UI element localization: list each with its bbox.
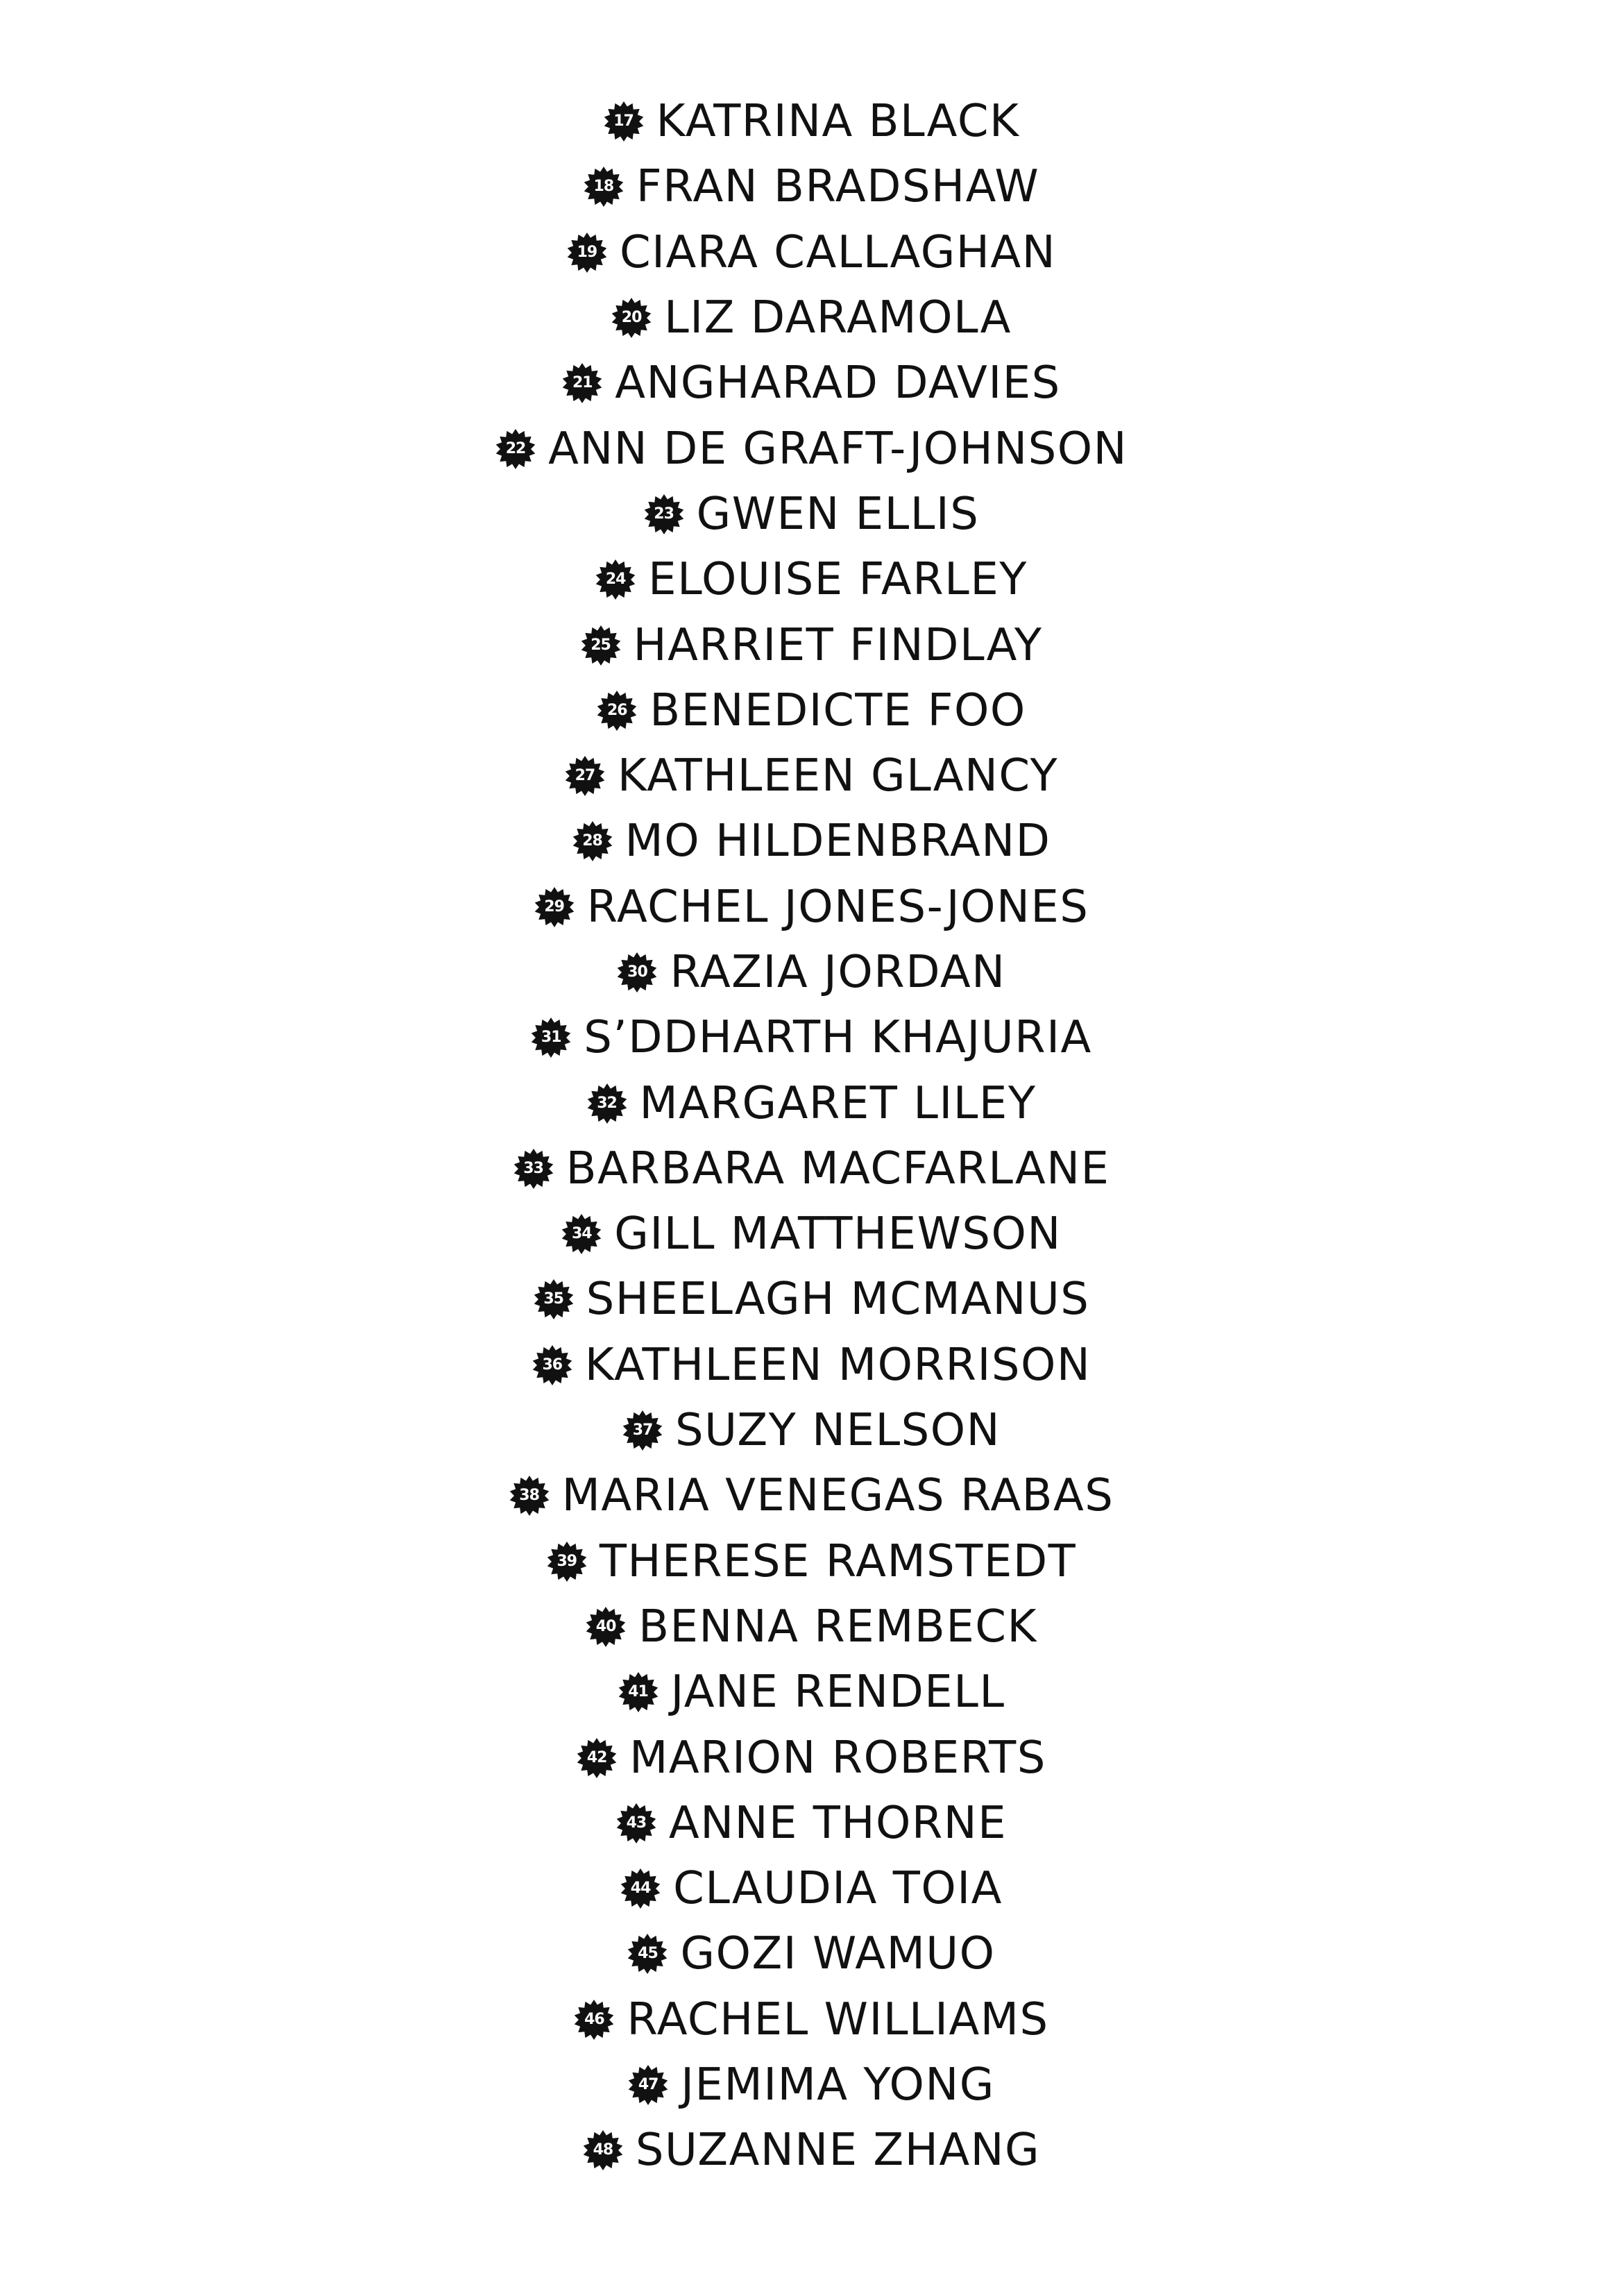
number-badge: [583, 2130, 623, 2170]
badge-number: 46: [584, 2010, 604, 2028]
number-badge: [562, 363, 602, 403]
number-badge: [628, 2065, 668, 2105]
person-name: FRAN BRADSHAW: [636, 161, 1040, 213]
badge-number: 24: [605, 571, 626, 589]
person-name: MO HILDENBRAND: [624, 816, 1051, 868]
number-badge: [584, 167, 624, 207]
list-item-40: [0, 1594, 1623, 1660]
badge-number: 37: [632, 1421, 653, 1440]
list-item-48: [0, 2118, 1623, 2183]
badge-number: 25: [590, 636, 611, 654]
badge-number: 34: [571, 1225, 592, 1243]
badge-number: 17: [613, 112, 634, 130]
person-name: JANE RENDELL: [670, 1666, 1005, 1719]
list-item-46: [0, 1987, 1623, 2052]
badge-number: 18: [593, 178, 614, 196]
person-name: MARGARET LILEY: [639, 1077, 1037, 1129]
number-badge: [618, 1672, 658, 1712]
person-name: MARIA VENEGAS RABAS: [561, 1470, 1114, 1522]
number-badge: [644, 494, 684, 534]
list-item-32: [0, 1070, 1623, 1136]
number-badge: [616, 1803, 656, 1843]
list-item-31: [0, 1005, 1623, 1070]
person-name: BENEDICTE FOO: [649, 684, 1026, 736]
badge-number: 35: [543, 1290, 563, 1308]
list-item-38: [0, 1463, 1623, 1528]
person-name: ANGHARAD DAVIES: [615, 357, 1061, 410]
list-item-45: [0, 1921, 1623, 1986]
badge-number: 26: [606, 701, 627, 719]
person-name: JEMIMA YONG: [681, 2059, 995, 2111]
list-item-34: [0, 1201, 1623, 1267]
person-name: GWEN ELLIS: [696, 488, 980, 540]
badge-number: 20: [621, 309, 642, 327]
list-item-29: [0, 875, 1623, 940]
number-badge: [495, 429, 536, 469]
number-badge: [595, 559, 636, 600]
number-badge: [531, 1018, 571, 1058]
number-badge: [565, 756, 605, 796]
person-name: RACHEL WILLIAMS: [627, 1993, 1049, 2045]
person-name: BARBARA MACFARLANE: [566, 1142, 1110, 1195]
number-badge: [597, 691, 637, 731]
badge-number: 33: [523, 1159, 543, 1177]
badge-number: 44: [630, 1880, 651, 1898]
person-name: SHEELAGH MCMANUS: [586, 1274, 1090, 1326]
person-name: HARRIET FINDLAY: [633, 619, 1043, 671]
list-item-20: [0, 285, 1623, 351]
list-item-18: [0, 154, 1623, 219]
badge-number: 45: [638, 1945, 658, 1963]
badge-number: 27: [575, 767, 595, 785]
person-name: CLAUDIA TOIA: [673, 1863, 1003, 1915]
list-item-19: [0, 220, 1623, 285]
person-name: KATRINA BLACK: [656, 96, 1020, 148]
badge-number: 32: [597, 1094, 617, 1112]
number-badge: [534, 887, 575, 927]
number-badge: [620, 1868, 661, 1909]
list-item-28: [0, 809, 1623, 874]
list-item-43: [0, 1791, 1623, 1856]
number-badge: [581, 625, 621, 666]
person-name: KATHLEEN MORRISON: [584, 1339, 1091, 1391]
number-badge: [604, 101, 644, 142]
badge-number: 41: [628, 1683, 648, 1701]
person-name: GILL MATTHEWSON: [614, 1208, 1062, 1260]
number-badge: [509, 1476, 550, 1516]
person-name: ANNE THORNE: [668, 1797, 1008, 1849]
list-item-30: [0, 940, 1623, 1005]
person-name: THERESE RAMSTEDT: [599, 1535, 1077, 1587]
badge-number: 40: [595, 1617, 616, 1635]
number-badge: [574, 2000, 614, 2040]
number-badge: [587, 1083, 627, 1124]
person-name: RACHEL JONES-JONES: [586, 881, 1089, 933]
list-item-42: [0, 1725, 1623, 1790]
person-name: ELOUISE FARLEY: [648, 554, 1028, 606]
badge-number: 31: [541, 1029, 561, 1047]
number-badge: [567, 233, 607, 273]
name-list: [0, 89, 1623, 2184]
person-name: S’DDHARTH KHAJURIA: [584, 1012, 1092, 1064]
number-badge: [577, 1738, 617, 1778]
list-item-23: [0, 482, 1623, 547]
badge-number: 22: [505, 439, 526, 457]
number-badge: [627, 1934, 668, 1974]
number-badge: [561, 1214, 602, 1254]
number-badge: [532, 1345, 572, 1385]
person-name: RAZIA JORDAN: [670, 947, 1006, 998]
badge-number: 42: [586, 1748, 607, 1766]
person-name: BENNA REMBECK: [638, 1601, 1037, 1653]
badge-number: 21: [572, 374, 593, 392]
number-badge: [611, 298, 652, 338]
list-item-47: [0, 2052, 1623, 2118]
list-item-22: [0, 416, 1623, 481]
number-badge: [586, 1607, 626, 1647]
person-name: MARION ROBERTS: [629, 1732, 1046, 1784]
badge-number: 19: [577, 243, 597, 261]
badge-number: 28: [582, 832, 602, 850]
number-badge: [534, 1279, 574, 1319]
list-item-41: [0, 1660, 1623, 1725]
number-badge: [547, 1542, 587, 1582]
person-name: SUZY NELSON: [675, 1405, 1001, 1457]
number-badge: [622, 1410, 663, 1451]
person-name: KATHLEEN GLANCY: [617, 750, 1059, 802]
badge-number: 43: [626, 1814, 647, 1832]
list-item-17: [0, 89, 1623, 154]
person-name: CIARA CALLAGHAN: [619, 226, 1057, 278]
list-item-25: [0, 612, 1623, 677]
list-item-39: [0, 1529, 1623, 1594]
badge-number: 48: [593, 2141, 613, 2159]
badge-number: 39: [556, 1552, 577, 1570]
person-name: LIZ DARAMOLA: [664, 292, 1012, 344]
list-item-21: [0, 351, 1623, 416]
badge-number: 29: [544, 897, 564, 915]
list-item-44: [0, 1856, 1623, 1921]
badge-number: 47: [638, 2076, 658, 2094]
person-name: GOZI WAMUO: [680, 1928, 996, 1980]
list-item-36: [0, 1333, 1623, 1398]
number-badge: [513, 1149, 554, 1189]
list-item-24: [0, 547, 1623, 612]
person-name: SUZANNE ZHANG: [635, 2125, 1041, 2177]
list-item-27: [0, 743, 1623, 809]
person-name: ANN DE GRAFT-JOHNSON: [548, 423, 1128, 475]
list-item-35: [0, 1267, 1623, 1332]
badge-number: 38: [519, 1487, 539, 1505]
list-item-33: [0, 1136, 1623, 1201]
list-item-37: [0, 1398, 1623, 1463]
badge-number: 23: [654, 505, 674, 523]
list-item-26: [0, 678, 1623, 743]
number-badge: [572, 821, 613, 861]
badge-number: 36: [542, 1356, 563, 1374]
number-badge: [617, 952, 657, 993]
badge-number: 30: [627, 963, 647, 981]
